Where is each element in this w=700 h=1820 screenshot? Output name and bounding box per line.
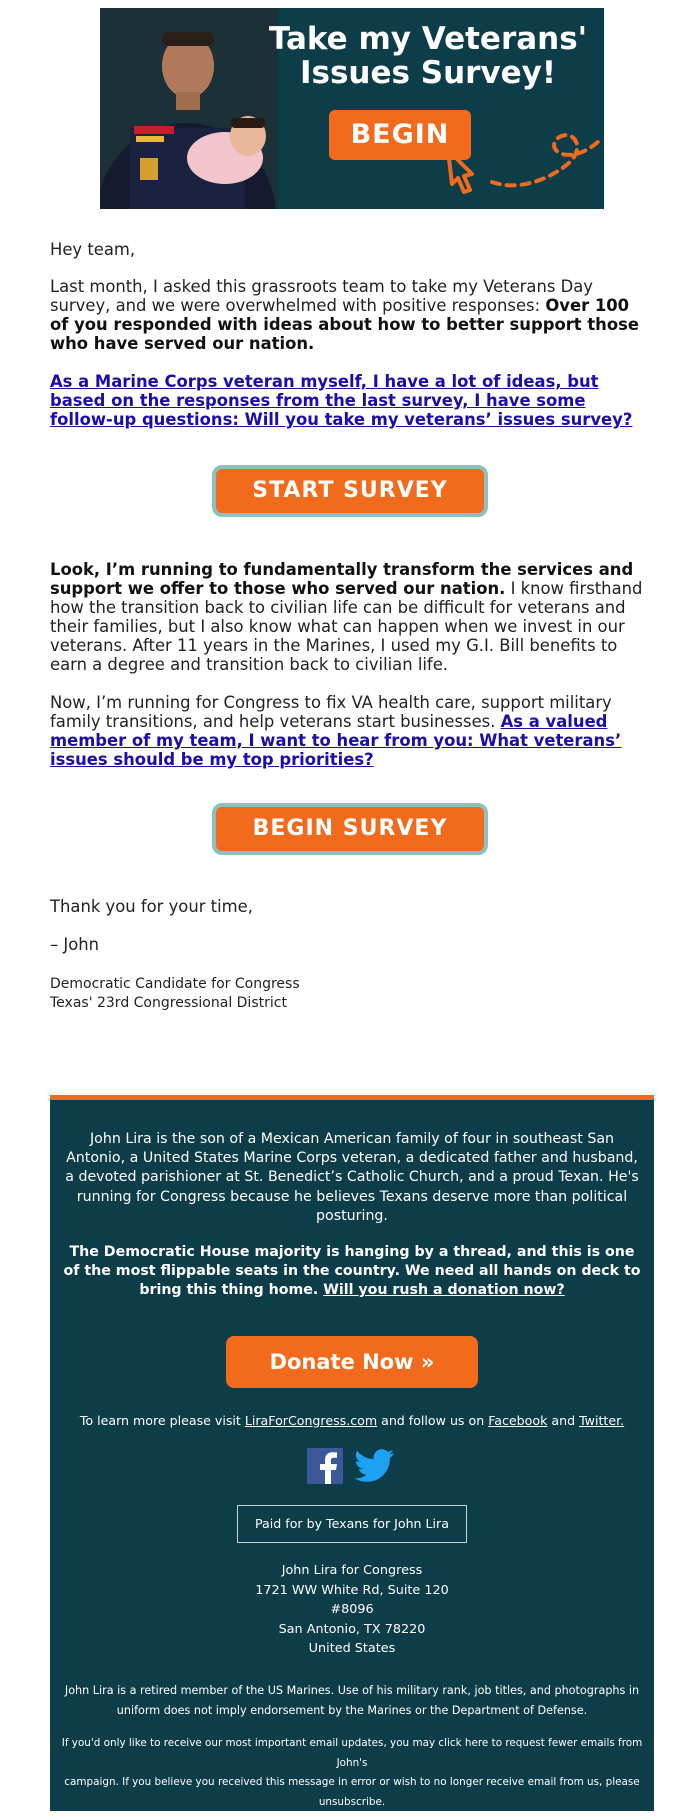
- banner-headline: [258, 22, 598, 90]
- paid-for-box: Paid for by Texans for John Lira: [237, 1505, 467, 1543]
- learn-and: and: [547, 1413, 580, 1428]
- candidate-bio: John Lira is the son of a Mexican American family of four in southeast San Antonio, a United States Marine Corps veteran, a dedicated father and husband, a devoted parishioner at St. Benedict’s Catholic Church, and a proud Texan. He's running for Congress because he believes Texans deserve more than political posturing.: [65, 1131, 639, 1224]
- paragraph-1: [50, 277, 650, 353]
- facebook-icon[interactable]: [307, 1448, 343, 1484]
- banner-headline-line2: Issues Survey!: [299, 55, 557, 91]
- unsubscribe-line-1: If you'd only like to receive our most important email updates, you may click here to request fewer emails from John's: [61, 1737, 643, 1769]
- begin-survey-button[interactable]: BEGIN SURVEY: [212, 803, 488, 855]
- veteran-photo: [100, 8, 278, 209]
- candidate-title-line2: Texas' 23rd Congressional District: [50, 995, 287, 1011]
- paragraph-4: [50, 693, 650, 769]
- survey-banner[interactable]: [100, 8, 604, 209]
- learn-more-line: [50, 1413, 654, 1428]
- donation-appeal-text: The Democratic House majority is hanging by a thread, and this is one of the most flippable seats in the country. We need all hands on deck to bring this thing home.: [63, 1244, 641, 1299]
- paragraph-2: [50, 372, 650, 429]
- signoff: – John: [50, 935, 100, 954]
- donation-appeal: [60, 1243, 644, 1301]
- address-line-2: 1721 WW White Rd, Suite 120: [255, 1582, 449, 1598]
- learn-mid: and follow us on: [377, 1413, 489, 1428]
- start-survey-button[interactable]: START SURVEY: [212, 465, 488, 517]
- unsubscribe-notice: [60, 1734, 644, 1812]
- learn-prefix: To learn more please visit: [79, 1413, 245, 1428]
- footer: [50, 1095, 654, 1811]
- cursor-arrow-icon: [440, 128, 604, 209]
- greeting: Hey team,: [50, 240, 136, 259]
- unsubscribe-line-2: campaign. If you believe you received this message in error or wish to no longer receive email from us, please: [64, 1776, 640, 1789]
- paragraph-3-text: I know firsthand how the transition back to civilian life can be difficult for veterans and their families, but I also know what can happen when we invest in our veterans. After 11 years in the Marines, I used my G.I. Bill benefits to earn a degree and transition back to civilian life.: [50, 579, 643, 674]
- address-line-4: San Antonio, TX 78220: [278, 1621, 426, 1637]
- thanks-line: Thank you for your time,: [50, 897, 253, 916]
- survey-link-1[interactable]: As a Marine Corps veteran myself, I have a lot of ideas, but based on the responses from the last survey, I have some follow-up questions: Will you take my veterans’ issues survey?: [50, 372, 633, 429]
- paragraph-3: [50, 560, 650, 674]
- candidate-title-line1: Democratic Candidate for Congress: [50, 976, 300, 992]
- unsubscribe-line-3[interactable]: unsubscribe.: [318, 1795, 386, 1808]
- twitter-link[interactable]: Twitter.: [579, 1413, 625, 1428]
- paragraph-3-bold: Look, I’m running to fundamentally transform the services and support we offer to those who served our nation.: [50, 560, 634, 598]
- donate-button[interactable]: Donate Now »: [226, 1336, 478, 1388]
- endorsement-disclaimer: John Lira is a retired member of the US Marines. Use of his military rank, job titles, and photographs in uniform does not imply endorsement by the Marines or the Department of Defense.: [64, 1684, 640, 1717]
- paragraph-4-text: Now, I’m running for Congress to fix VA health care, support military family transitions, and help veterans start businesses.: [50, 693, 612, 731]
- survey-link-2[interactable]: As a valued member of my team, I want to hear from you: What veterans’ issues should be my top priorities?: [50, 712, 622, 769]
- address-line-5: United States: [308, 1641, 396, 1657]
- donation-link[interactable]: Will you rush a donation now?: [323, 1282, 565, 1299]
- facebook-link[interactable]: Facebook: [488, 1413, 548, 1428]
- website-link[interactable]: LiraForCongress.com: [244, 1413, 378, 1428]
- paragraph-1-bold: Over 100 of you responded with ideas about how to better support those who have served our nation.: [50, 296, 639, 353]
- paragraph-1-text: Last month, I asked this grassroots team to take my Veterans Day survey, and we were overwhelmed with positive responses:: [50, 277, 593, 315]
- banner-headline-line1: Take my Veterans': [268, 21, 588, 57]
- twitter-icon[interactable]: [355, 1449, 395, 1483]
- social-icons: [307, 1447, 397, 1485]
- candidate-title: [50, 975, 300, 1013]
- banner-begin-button[interactable]: BEGIN: [329, 110, 471, 160]
- mailing-address: [50, 1561, 654, 1659]
- address-line-3: #8096: [330, 1602, 374, 1618]
- address-line-1: John Lira for Congress: [281, 1563, 423, 1578]
